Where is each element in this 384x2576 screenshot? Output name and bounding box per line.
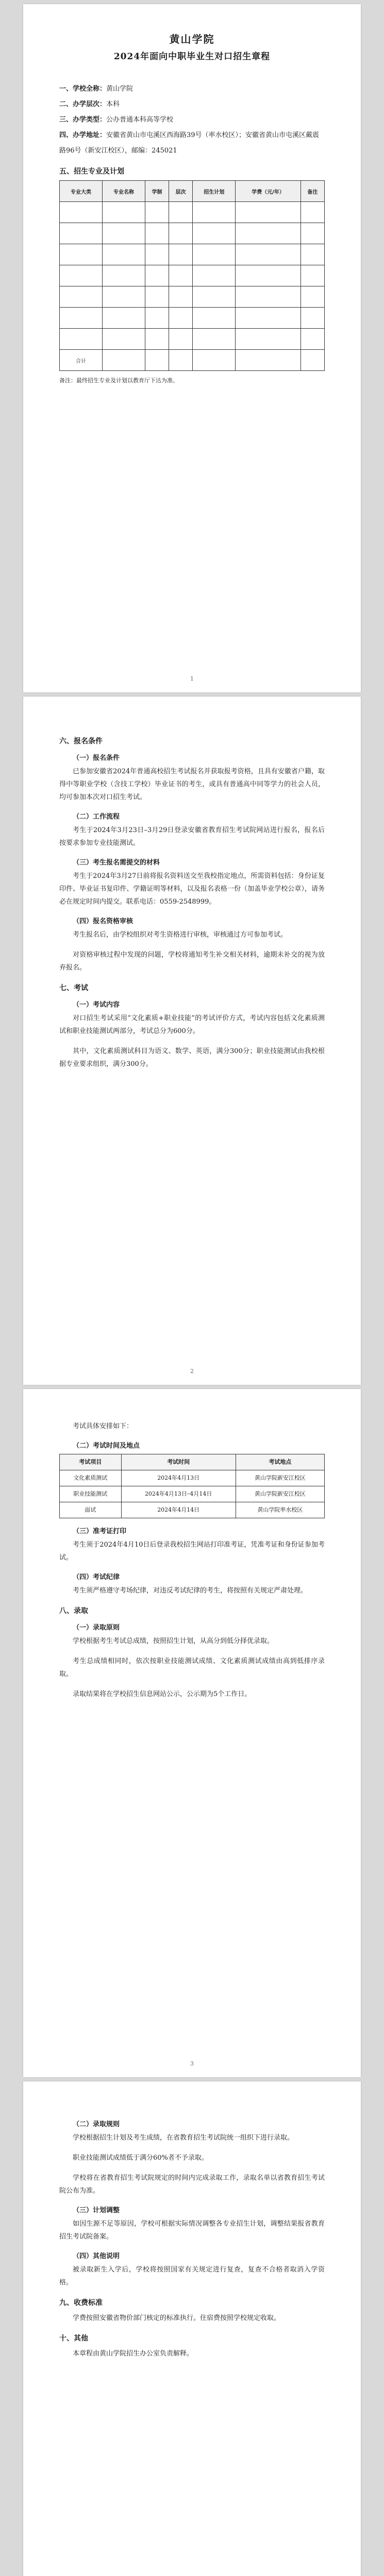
section-heading: 八、录取 [59,1607,88,1615]
plan-cell [145,244,169,265]
plan-cell [145,286,169,308]
plan-cell [145,329,169,350]
plan-cell [300,329,324,350]
plan-cell [193,244,236,265]
plan-row [60,286,325,308]
page-number: 2 [190,1368,194,1375]
paragraph: 学校根据考生考试总成绩，按照招生计划，从高分到低分择优录取。 [73,1637,274,1645]
plan-row [60,223,325,244]
plan-cell [236,329,301,350]
plan-cell [60,329,103,350]
page-number: 3 [190,2060,194,2067]
plan-cell [169,308,193,329]
plan-cell [145,350,169,371]
plan-cell [300,223,324,244]
info-key: 二、办学层次： [59,100,107,108]
plan-cell [103,350,145,371]
section-heading: 九、收费标准 [59,2299,103,2307]
school-name: 黄山学院 [169,33,215,45]
schedule-column-header: 考试项目 [60,1454,122,1470]
plan-cell [236,265,301,286]
plan-cell [169,244,193,265]
paragraph: 本章程由黄山学院招生办公室负责解释。 [73,2350,194,2358]
plan-cell [193,202,236,223]
paragraph: 考生须于2024年4月10日后登录我校招生网站打印准考证，凭准考证和身份证参加考试。 [59,1541,325,1562]
plan-cell [300,244,324,265]
plan-row [60,244,325,265]
plan-cell [169,350,193,371]
plan-cell [236,244,301,265]
plan-cell [300,350,324,371]
paragraph: 考生报名后，由学校组织对考生资格进行审核，审核通过方可参加考试。 [73,931,288,939]
subsection-heading: （三）考生报名需提交的材料 [73,859,160,867]
schedule-column-header: 考试地点 [236,1454,324,1470]
plan-cell [193,223,236,244]
plan-note: 备注：最终招生专业及计划以教育厅下达为准。 [59,377,178,384]
document-page-1 [23,4,361,692]
plan-cell [103,223,145,244]
plan-cell [193,350,236,371]
info-row [59,97,325,112]
plan-cell [145,223,169,244]
paragraph: 对口招生考试采用“文化素质+职业技能”的考试评价方式，考试内容包括文化素质测试和职业技能测试两部分，考试总分为600分。 [59,1014,325,1035]
plan-cell [145,308,169,329]
plan-cell [236,286,301,308]
subsection-heading: （四）报名资格审核 [73,918,133,925]
document-page-3 [23,1389,361,2077]
plan-cell [103,329,145,350]
plan-row [60,265,325,286]
schedule-cell: 黄山学院率水校区 [236,1502,324,1518]
schedule-row [60,1486,325,1502]
page-content [59,1526,325,1701]
plan-cell [193,329,236,350]
plan-cell [236,202,301,223]
schedule-row [60,1502,325,1518]
plan-cell [60,223,103,244]
plan-cell [236,308,301,329]
plan-cell [300,286,324,308]
plan-column-header: 学制 [145,181,169,202]
paragraph: 学费按照安徽省物价部门核定的标准执行。住宿费按照学校规定收取。 [73,2314,281,2322]
subsection-heading: （二）工作流程 [73,813,120,821]
plan-cell [103,244,145,265]
plan-cell [169,202,193,223]
plan-column-header: 层次 [169,181,193,202]
info-value: 黄山学院 [106,85,133,93]
paragraph: 学校根据招生计划及考生成绩，在省教育招生考试院统一组织下进行录取。 [73,2134,294,2142]
plan-cell [60,308,103,329]
plan-cell [300,202,324,223]
section-heading: 六、报名条件 [59,737,103,745]
plan-section-title: 五、招生专业及计划 [59,167,124,176]
plan-cell [169,286,193,308]
info-value: 公办普通本科高等学校 [106,116,174,124]
subsection-heading: （二）录取规则 [73,2121,120,2128]
plan-column-header: 备注 [300,181,324,202]
plan-cell [193,265,236,286]
schedule-cell: 2024年4月13日 [121,1470,236,1486]
plan-table [59,180,325,371]
schedule-cell: 2024年4月13日–4月14日 [121,1486,236,1502]
paragraph: 其中，文化素质测试科目为语文、数学、英语，满分300分；职业技能测试由我校根据专业要求组织，满分300分。 [59,1047,325,1068]
paragraph: 考生于2024年3月27日前将报名资料送交至我校指定地点，所需资料包括：身份证复印件、毕业证书复印件、学籍证明等材料，以及报名表格一份（加盖毕业学校公章），请务必在规定时间内提交。联系电话：0559-2548999。 [59,872,325,906]
paragraph: 已参加安徽省2024年普通高校招生考试报名并获取报考资格，且具有安徽省户籍，取得中等职业学校（含技工学校）毕业证书的考生，或具有普通高中同等学力的社会人员，均可参加本次对口招生考试。 [59,768,325,801]
plan-cell [236,223,301,244]
subsection-heading: （一）考试内容 [73,1001,120,1009]
plan-column-header: 专业名称 [103,181,145,202]
school-info [59,81,325,159]
plan-cell [169,265,193,286]
document-title: 2024年面向中职毕业生对口招生章程 [113,52,271,62]
schedule-cell: 黄山学院新安江校区 [236,1486,324,1502]
plan-cell [103,202,145,223]
schedule-cell: 文化素质测试 [60,1470,122,1486]
schedule-cell: 黄山学院新安江校区 [236,1470,324,1486]
info-row [59,128,325,159]
document-page-4 [23,2081,361,2576]
info-key: 一、学校全称： [59,85,107,93]
paragraph: 考生于2024年3月23日–3月29日登录安徽省教育招生考试院网站进行报名，报名后按要求参加专业技能测试。 [59,826,325,847]
paragraph: 录取结果将在学校招生信息网站公示，公示期为5个工作日。 [73,1690,252,1698]
plan-cell [193,286,236,308]
plan-cell [103,308,145,329]
plan-cell [103,286,145,308]
plan-cell [60,202,103,223]
plan-cell [103,265,145,286]
plan-column-header: 招生计划 [193,181,236,202]
info-value: 本科 [106,100,120,108]
subsection-heading: （三）计划调整 [73,2207,120,2214]
paragraph: 学校将在省教育招生考试院规定的时间内完成录取工作，录取名单以省教育招生考试院公布为准。 [59,2174,325,2195]
info-key: 四、办学地址： [59,131,107,139]
plan-row [60,202,325,223]
plan-cell [145,202,169,223]
section-heading: 七、考试 [59,984,88,992]
plan-row [60,350,325,371]
schedule-row [60,1470,325,1486]
subsection-heading: （一）报名条件 [73,754,120,762]
info-key: 三、办学类型： [59,116,107,124]
subsection-heading: （四）其他说明 [73,2252,120,2260]
plan-cell [60,286,103,308]
paragraph: 职业技能测试成绩低于满分60%者不予录取。 [73,2154,208,2162]
page-number: 1 [190,675,194,682]
paragraph: 考生总成绩相同时，依次按职业技能测试成绩、文化素质测试成绩由高到低排序录取。 [59,1657,325,1678]
plan-cell [236,350,301,371]
plan-cell [300,308,324,329]
plan-row [60,308,325,329]
schedule-table [59,1454,325,1518]
subsection-heading: （一）录取原则 [73,1624,120,1632]
plan-cell: 合计 [60,350,103,371]
plan-cell [193,308,236,329]
subsection-heading: （四）考试纪律 [73,1573,120,1581]
plan-column-header: 学费（元/年） [236,181,301,202]
plan-cell [60,244,103,265]
plan-column-header: 专业大类 [60,181,103,202]
schedule-column-header: 考试时间 [121,1454,236,1470]
plan-cell [60,265,103,286]
schedule-cell: 2024年4月14日 [121,1502,236,1518]
info-value: 安徽省黄山市屯溪区西海路39号（率水校区）；安徽省黄山市屯溪区戴震路96号（新安江校区），邮编：245021 [59,131,320,155]
page-content [59,736,325,1071]
plan-cell [169,223,193,244]
schedule-cell: 职业技能测试 [60,1486,122,1502]
info-row [59,112,325,128]
page-content [59,2119,325,2360]
section-heading: 十、其他 [59,2334,88,2343]
plan-cell [145,265,169,286]
plan-cell [169,329,193,350]
subsection-heading: （三）准考证打印 [73,1528,127,1535]
info-row [59,81,325,97]
schedule-title: （二）考试时间及地点 [73,1442,140,1450]
schedule-intro: 考试具体安排如下： [73,1422,133,1430]
plan-row [60,329,325,350]
paragraph: 如因生源不足等原因，学校可根据实际情况调整各专业招生计划，调整结果报省教育招生考试院备案。 [59,2220,325,2241]
document-page-2 [23,697,361,1385]
paragraph: 被录取新生入学后，学校将按照国家有关规定进行复查，复查不合格者取消入学资格。 [59,2266,325,2286]
schedule-cell: 面试 [60,1502,122,1518]
paragraph: 对资格审核过程中发现的问题，学校将通知考生补交相关材料，逾期未补交的视为放弃报名。 [59,951,325,972]
plan-cell [300,265,324,286]
paragraph: 考生须严格遵守考场纪律，对违反考试纪律的考生，将按照有关规定严肃处理。 [73,1587,308,1595]
